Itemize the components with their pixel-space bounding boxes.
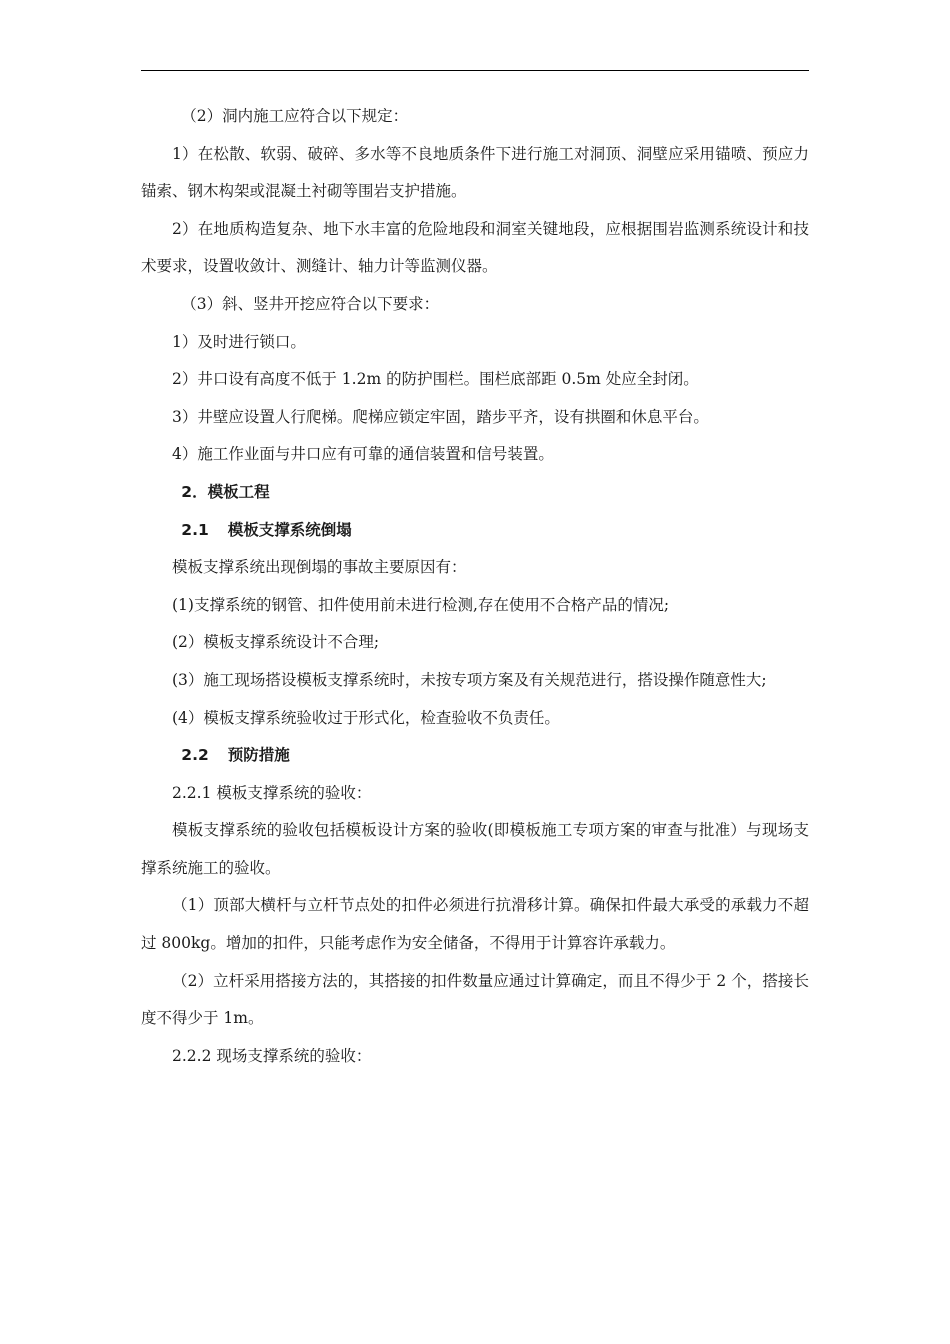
section-heading-2 — [141, 474, 809, 512]
paragraph: （1）顶部大横杆与立杆节点处的扣件必须进行抗滑移计算。确保扣件最大承受的承载力不超过 800kg。增加的扣件，只能考虑作为安全储备，不得用于计算容许承载力。 — [141, 896, 809, 953]
paragraph: （3）斜、竖井开挖应符合以下要求： — [181, 294, 440, 313]
paragraph: 2）在地质构造复杂、地下水丰富的危险地段和洞室关键地段，应根据围岩监测系统设计和技术要求，设置收敛计、测缝计、轴力计等监测仪器。 — [141, 219, 809, 276]
paragraph: 1）及时进行锁口。 — [172, 332, 306, 351]
paragraph: (4）模板支撑系统验收过于形式化，检查验收不负责任。 — [172, 708, 560, 727]
paragraph: (3）施工现场搭设模板支撑系统时，未按专项方案及有关规范进行，搭设操作随意性大; — [172, 670, 767, 689]
paragraph: (1)支撑系统的钢管、扣件使用前未进行检测,存在使用不合格产品的情况; — [172, 595, 670, 614]
section-number: 2.1 — [181, 520, 209, 539]
section-number: 2.2 — [181, 746, 209, 765]
paragraph: （2）立杆采用搭接方法的，其搭接的扣件数量应通过计算确定，而且不得少于 2 个，搭接长度不得少于 1m。 — [141, 971, 809, 1028]
paragraph: 模板支撑系统出现倒塌的事故主要原因有： — [172, 558, 467, 577]
paragraph: 4）施工作业面与井口应有可靠的通信装置和信号装置。 — [172, 445, 554, 464]
section-title: 预防措施 — [227, 746, 290, 765]
paragraph: 2.2.2 现场支撑系统的验收： — [172, 1046, 372, 1065]
document-body — [141, 98, 809, 1075]
paragraph: 3）井壁应设置人行爬梯。爬梯应锁定牢固，踏步平齐，设有拱圈和休息平台。 — [172, 407, 709, 426]
paragraph: （2）洞内施工应符合以下规定： — [181, 107, 409, 125]
paragraph: (2）模板支撑系统设计不合理; — [172, 633, 380, 652]
header-rule — [141, 70, 809, 71]
section-title: 模板支撑系统倒塌 — [227, 520, 352, 539]
paragraph: 2.2.1 模板支撑系统的验收： — [172, 783, 372, 802]
section-title: 模板工程 — [207, 482, 270, 501]
section-heading-2-2 — [141, 737, 809, 775]
paragraph: 模板支撑系统的验收包括模板设计方案的验收(即模板施工专项方案的审查与批准）与现场支撑系统施工的验收。 — [141, 821, 809, 877]
section-heading-2-1 — [141, 512, 809, 550]
section-number: 2． — [181, 482, 208, 501]
paragraph: 2）井口设有高度不低于 1.2m 的防护围栏。围栏底部距 0.5m 处应全封闭。 — [172, 370, 699, 389]
paragraph: 1）在松散、软弱、破碎、多水等不良地质条件下进行施工对洞顶、洞壁应采用锚喷、预应力锚索、钢木构架或混凝土衬砌等围岩支护措施。 — [141, 144, 809, 201]
